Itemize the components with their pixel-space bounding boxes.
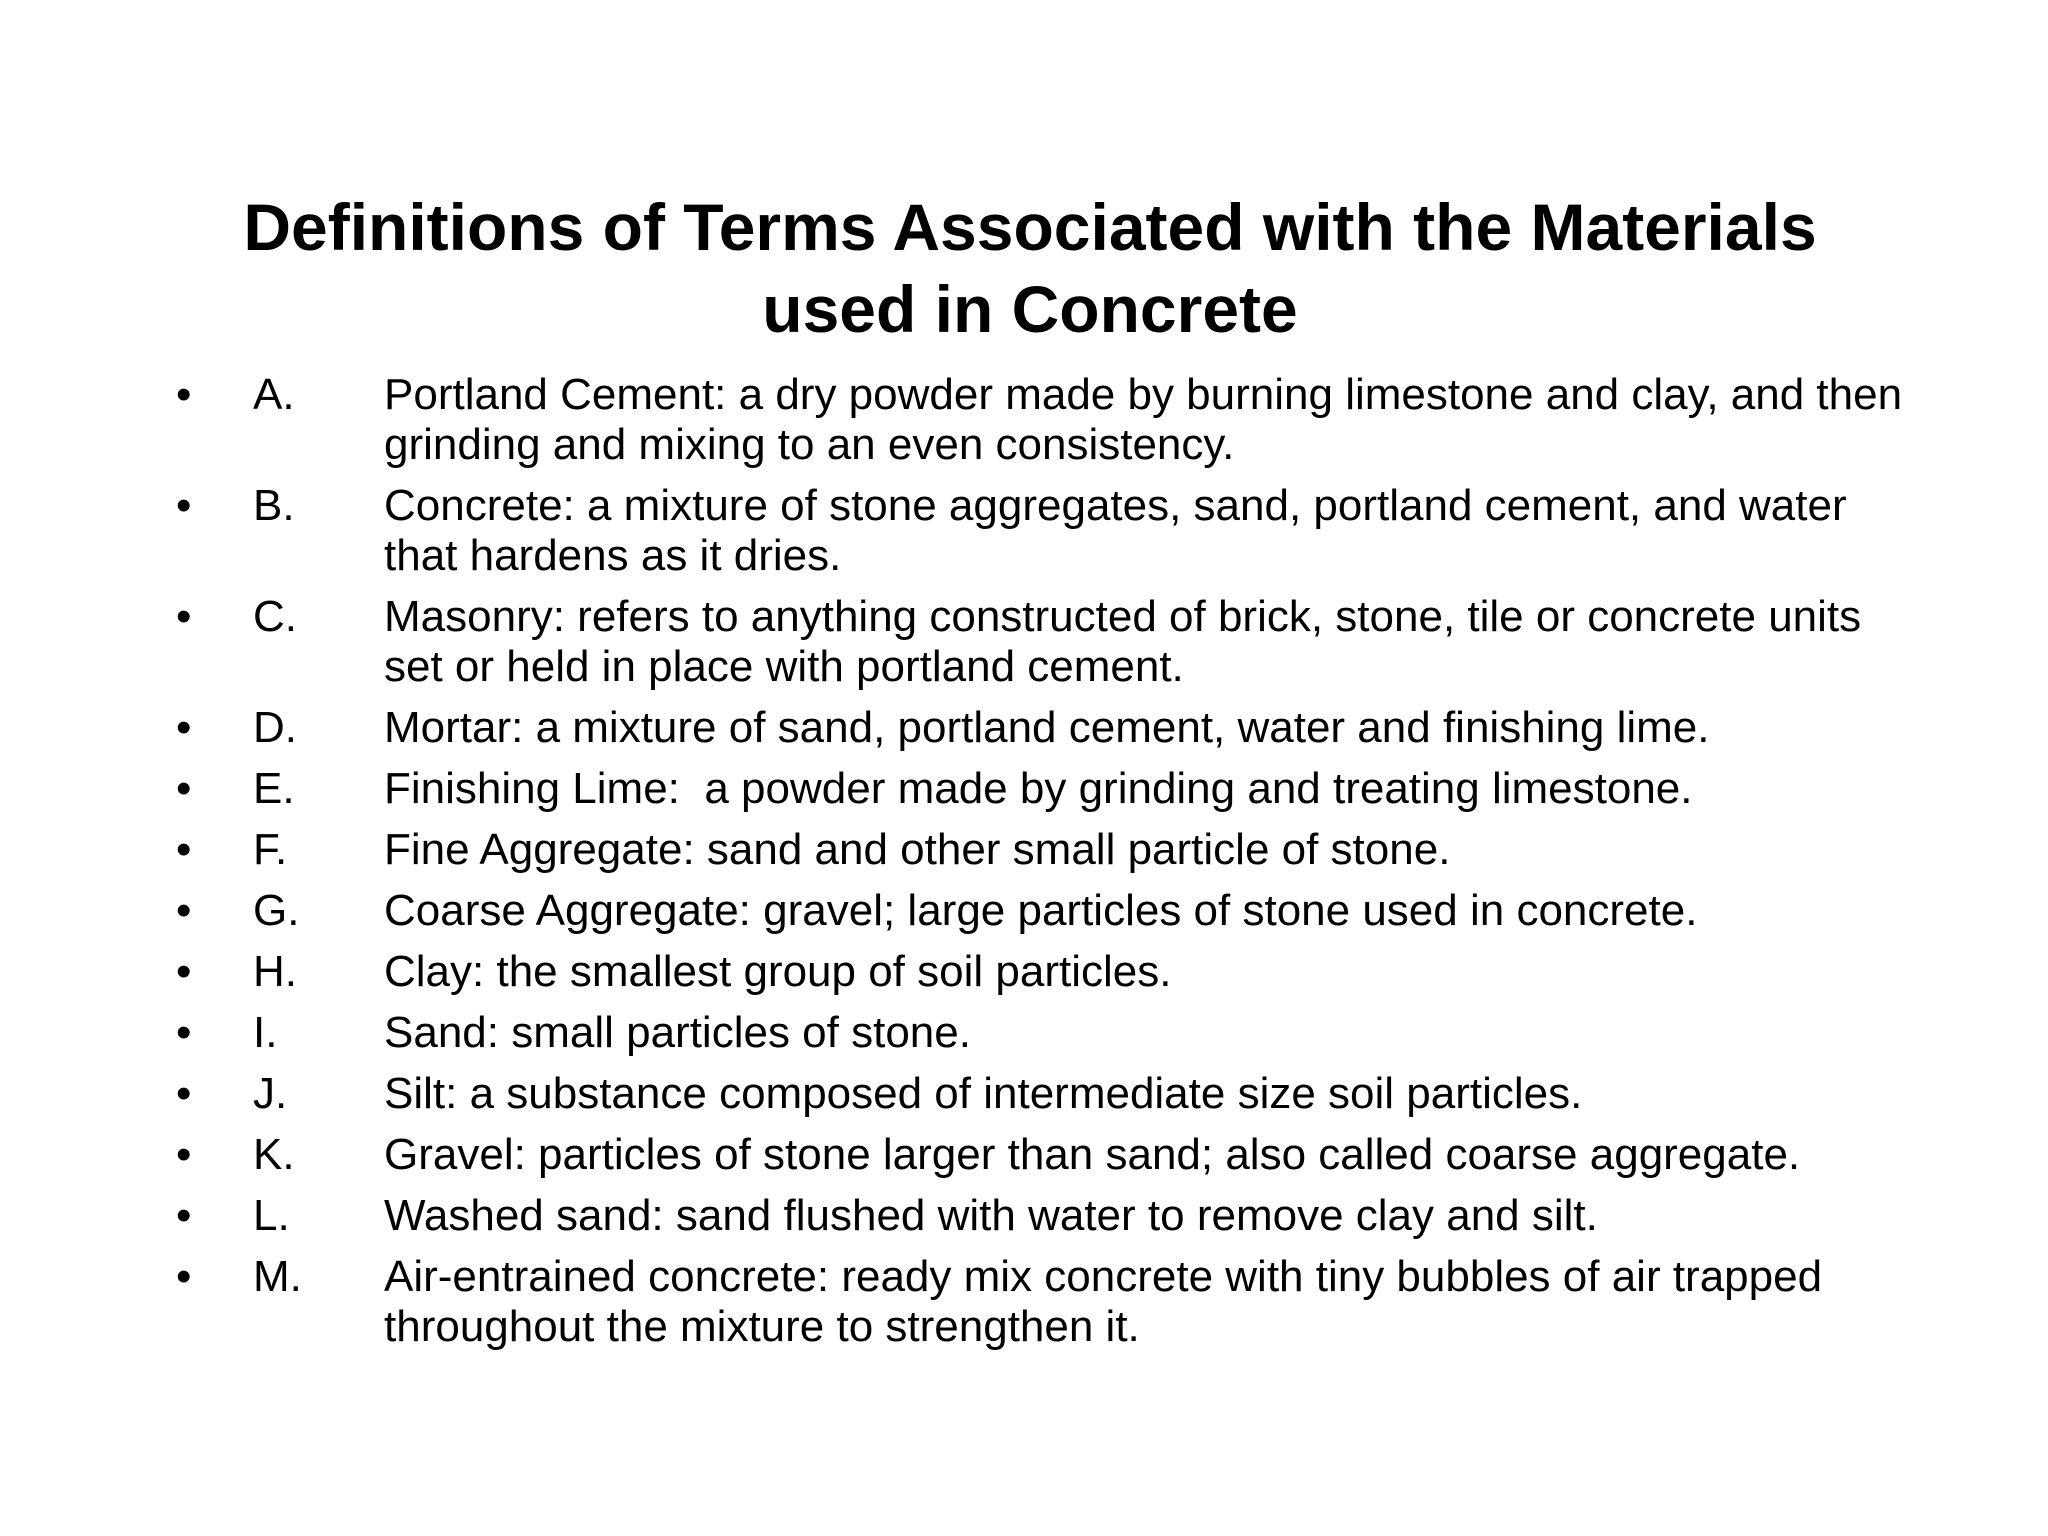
- definition-item-f: [0, 825, 2048, 875]
- definition-letter: J.: [253, 1069, 288, 1118]
- definition-letter: M.: [253, 1252, 302, 1301]
- definition-item-i: [0, 1008, 2048, 1058]
- definition-item-b: [0, 481, 2048, 581]
- definition-item-m: [0, 1252, 2048, 1352]
- bullet-icon: •: [176, 947, 192, 996]
- definition-letter: F.: [253, 825, 288, 874]
- definition-text: Concrete: a mixture of stone aggregates, sand, portland cement, and water that hardens as it dries.: [384, 481, 1847, 580]
- bullet-icon: •: [176, 481, 192, 530]
- definition-text: Washed sand: sand flushed with water to remove clay and silt.: [384, 1191, 1598, 1240]
- definition-letter: A.: [253, 370, 295, 419]
- bullet-icon: •: [176, 1008, 192, 1057]
- definition-text: Sand: small particles of stone.: [384, 1008, 971, 1057]
- definition-text: Gravel: particles of stone larger than sand; also called coarse aggregate.: [384, 1130, 1801, 1179]
- bullet-icon: •: [176, 1130, 192, 1179]
- definition-item-e: [0, 764, 2048, 814]
- definition-letter: K.: [253, 1130, 295, 1179]
- bullet-icon: •: [176, 825, 192, 874]
- definition-letter: G.: [253, 886, 300, 935]
- definition-text: Masonry: refers to anything constructed of brick, stone, tile or concrete units set or held in place with portland cement.: [384, 592, 1862, 691]
- definition-letter: D.: [253, 703, 297, 752]
- definition-text: Clay: the smallest group of soil particles.: [384, 947, 1172, 996]
- bullet-icon: •: [176, 370, 192, 419]
- bullet-icon: •: [176, 886, 192, 935]
- definitions-list: [0, 370, 2048, 1363]
- slide-title-line-2: used in Concrete: [762, 272, 1298, 346]
- bullet-icon: •: [176, 1252, 192, 1301]
- definition-item-l: [0, 1191, 2048, 1241]
- definition-text: Silt: a substance composed of intermediate size soil particles.: [384, 1069, 1583, 1118]
- slide-title: [150, 186, 1910, 350]
- definition-letter: I.: [253, 1008, 278, 1057]
- definition-letter: L.: [253, 1191, 290, 1240]
- definition-letter: H.: [253, 947, 297, 996]
- definition-item-k: [0, 1130, 2048, 1180]
- bullet-icon: •: [176, 1191, 192, 1240]
- bullet-icon: •: [176, 1069, 192, 1118]
- definition-item-g: [0, 886, 2048, 936]
- definition-text: Mortar: a mixture of sand, portland cement, water and finishing lime.: [384, 703, 1710, 752]
- definition-item-h: [0, 947, 2048, 997]
- slide-title-line-1: Definitions of Terms Associated with the Materials: [243, 190, 1817, 264]
- definition-text: Finishing Lime: a powder made by grinding and treating limestone.: [384, 764, 1693, 813]
- bullet-icon: •: [176, 592, 192, 641]
- definition-text: Air-entrained concrete: ready mix concrete with tiny bubbles of air trapped throughout the mixture to strengthen it.: [384, 1252, 1823, 1351]
- definition-item-a: [0, 370, 2048, 470]
- definition-text: Fine Aggregate: sand and other small particle of stone.: [384, 825, 1451, 874]
- definition-letter: E.: [253, 764, 295, 813]
- definition-item-c: [0, 592, 2048, 692]
- definition-text: Portland Cement: a dry powder made by burning limestone and clay, and then grinding and mixing to an even consistency.: [384, 370, 1903, 469]
- definition-letter: C.: [253, 592, 297, 641]
- definition-letter: B.: [253, 481, 295, 530]
- bullet-icon: •: [176, 764, 192, 813]
- bullet-icon: •: [176, 703, 192, 752]
- definition-item-j: [0, 1069, 2048, 1119]
- definition-text: Coarse Aggregate: gravel; large particles of stone used in concrete.: [384, 886, 1698, 935]
- definition-item-d: [0, 703, 2048, 753]
